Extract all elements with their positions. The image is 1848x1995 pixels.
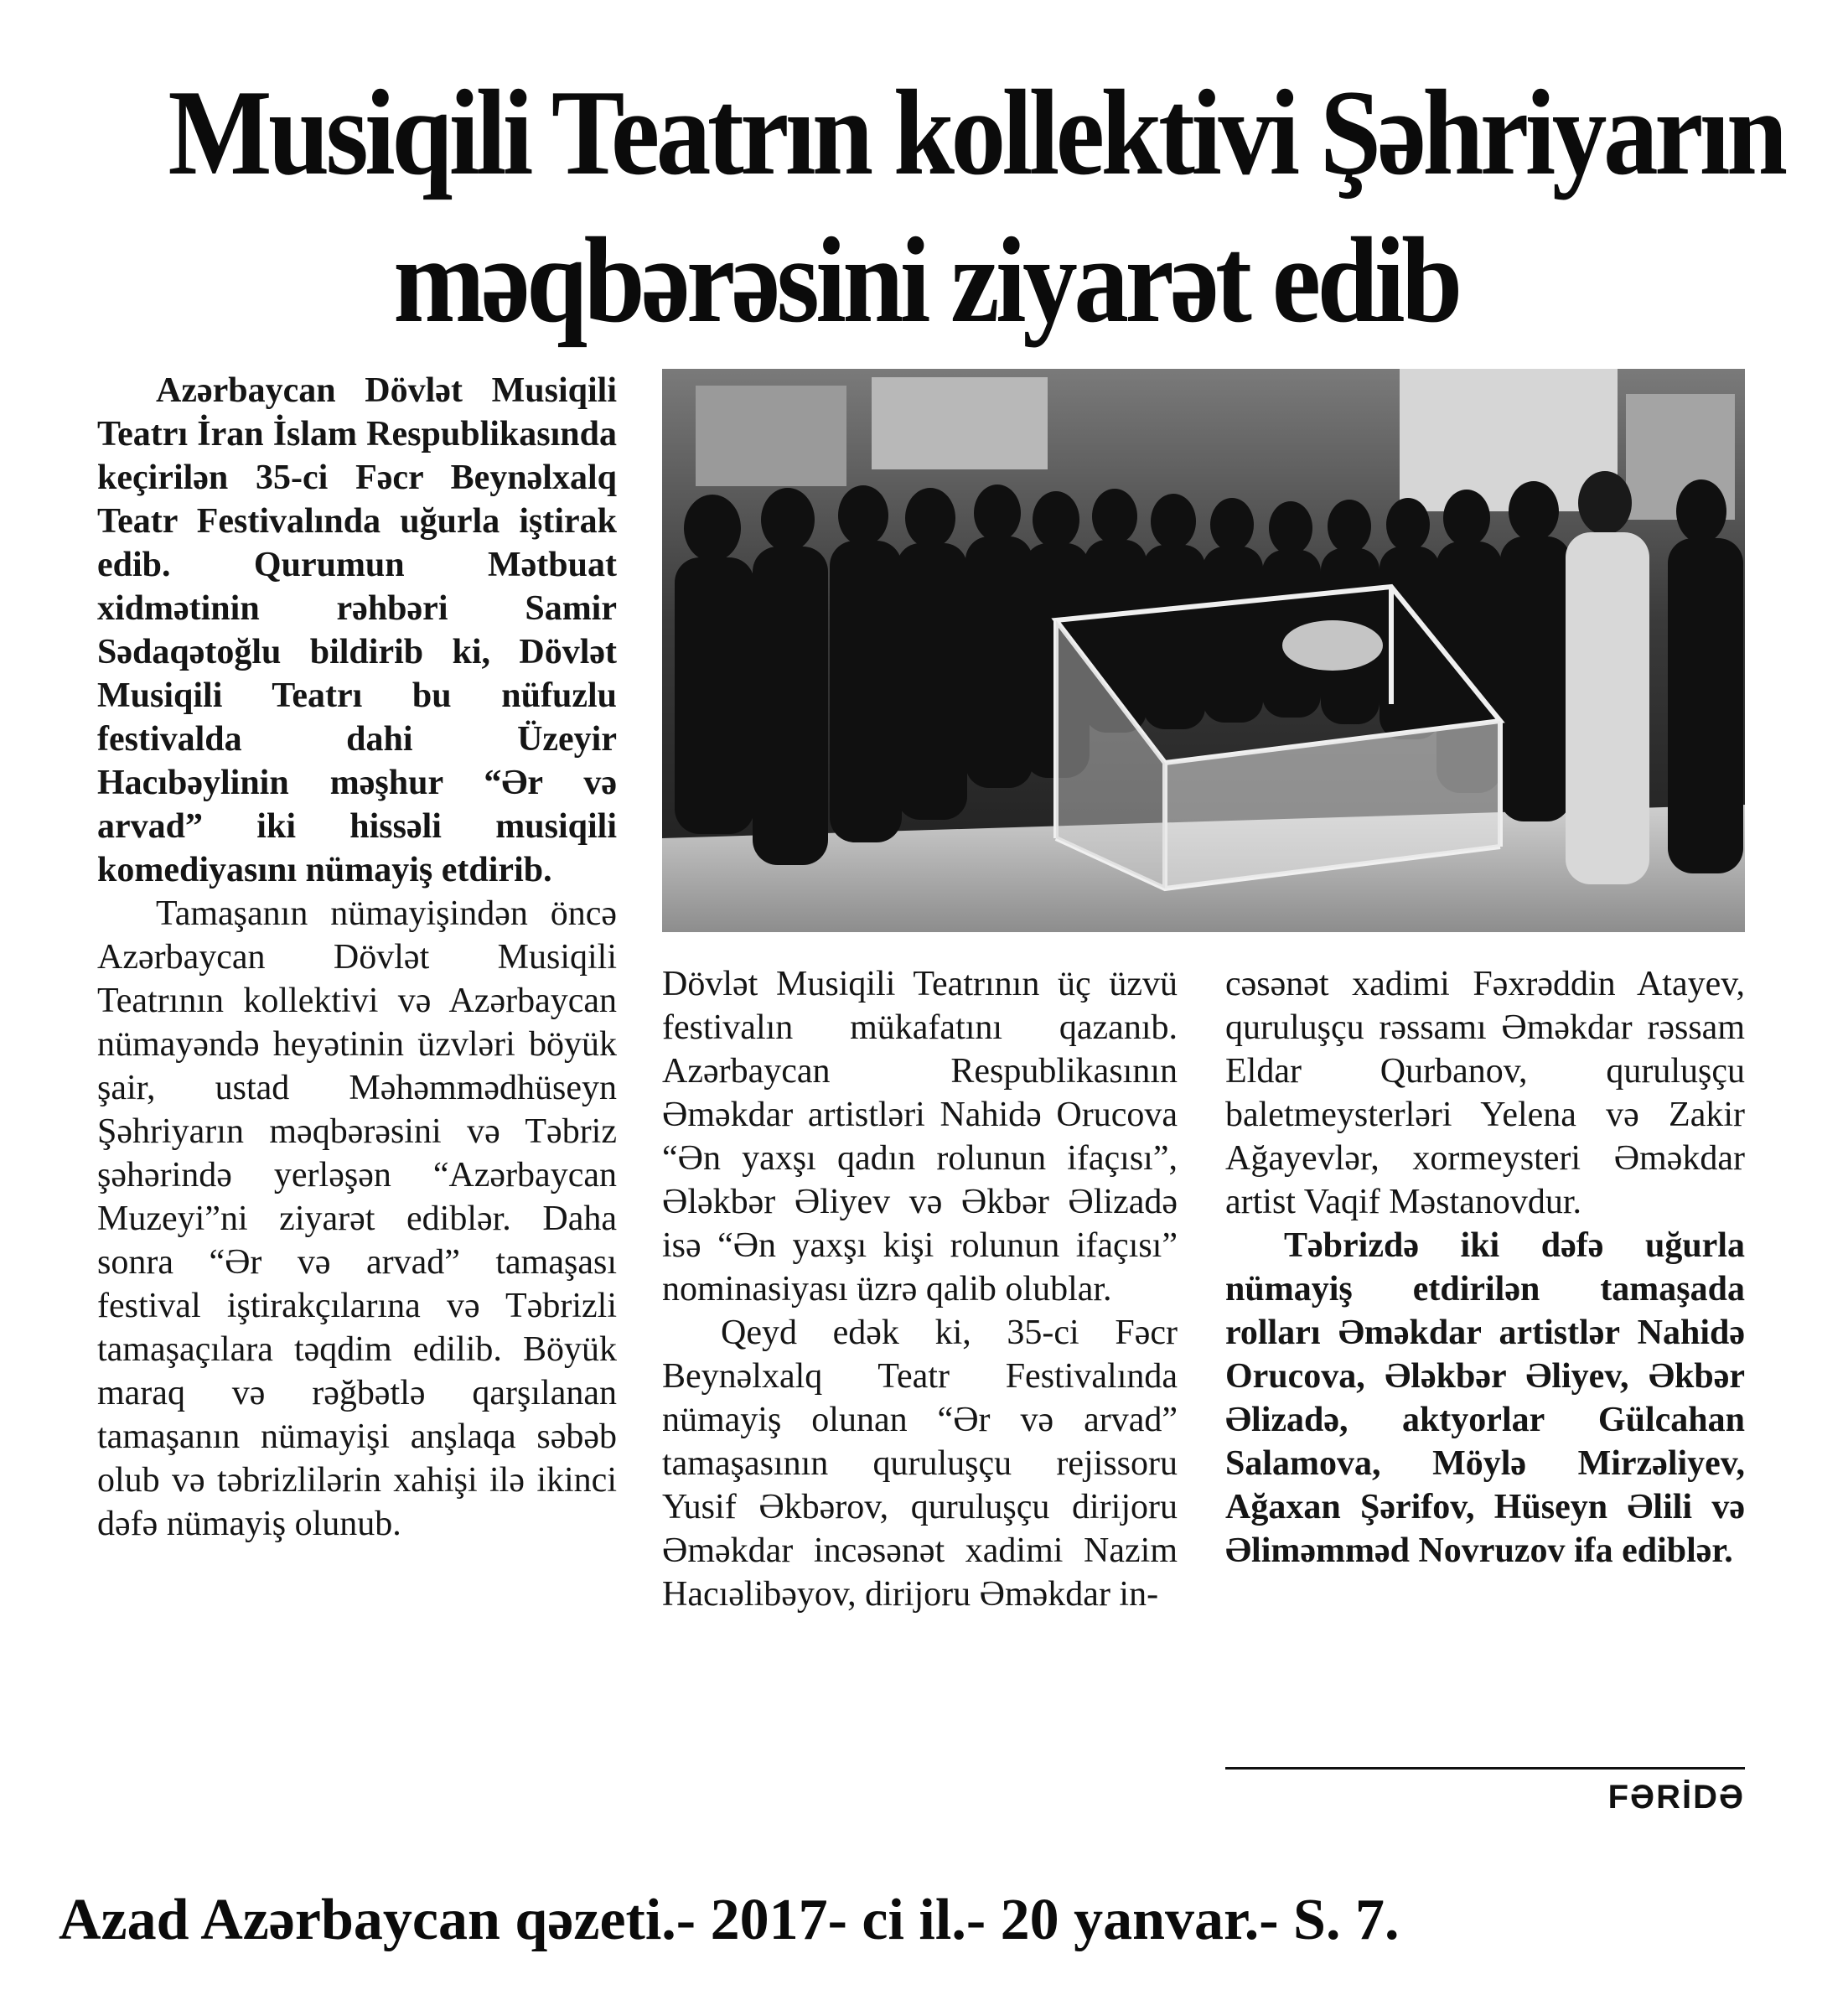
group-photo [662,369,1745,932]
cast-paragraph: Təbrizdə iki dəfə uğurla nümayiş etdirilən tamaşada rolları Əməkdar artistlər Nahidə Orucova, Ələkbər Əliyev, Əkbər Əlizadə, aktyorlar Gülcahan Salamova, Möylə Mirzəliyev, Ağaxan Şərifov, Hüseyn Əlili və Əliməmməd Novruzov ifa ediblər. [1225,1226,1745,1570]
body-paragraph: Tamaşanın nümayişindən öncə Azərbaycan Dövlət Musiqili Teatrının kollektivi və Azərbaycan nümayəndə heyətinin üzvləri böyük şair, ustad Məhəmmədhüseyn Şəhriyarın məqbərəsini və Təbriz şəhərində yerləşən “Azərbaycan Muzeyi”ni ziyarət ediblər. Daha sonra “Ər və arvad” tamaşası festival iştirakçılarına və Təbrizli tamaşaçılara təqdim edilib. Böyük maraq və rəğbətlə qarşılanan tamaşanın nümayişi anşlaqa səbəb olub və təbrizlilərin xahişi ilə ikinci dəfə nümayiş olunub. [97,894,617,1543]
article-column-2 [662,962,1178,1616]
body-paragraph: Qeyd edək ki, 35-ci Fəcr Beynəlxalq Teatr Festivalında nümayiş olunan “Ər və arvad” tamaşasının quruluşçu rejissoru Yusif Əkbərov, quruluşçu dirijoru Əməkdar incəsənət xadimi Nazim Hacıəlibəyov, dirijoru Əməkdar in- [662,1314,1178,1614]
author-signature: FƏRİDƏ [1607,1779,1745,1816]
group-photo-image [662,369,1745,932]
headline-line-2: məqbərəsini ziyarət edib [393,212,1459,348]
body-paragraph: cəsənət xadimi Fəxrəddin Atayev, quruluşçu rəssamı Əməkdar rəssam Eldar Qurbanov, quruluşçu baletmeysterləri Yelena və Zakir Ağayevlər, xormeysteri Əməkdar artist Vaqif Məstanovdur. [1225,965,1745,1221]
article-column-1 [97,369,617,1546]
lead-paragraph: Azərbaycan Dövlət Musiqili Teatrı İran İslam Respublikasında keçirilən 35-ci Fəcr Beynəlxalq Teatr Festivalında uğurla iştirak edib. Qurumun Mətbuat xidmətinin rəhbəri Samir Sədaqətoğlu bildirib ki, Dövlət Musiqili Teatrı bu nüfuzlu festivalda dahi Üzeyir Hacıbəylinin məşhur “Ər və arvad” iki hissəli musiqili komediyasını nümayiş etdirib. [97,371,617,889]
signature-divider [1225,1767,1745,1770]
article-column-3 [1225,962,1745,1573]
article-headline [84,59,1784,354]
body-paragraph: Dövlət Musiqili Teatrının üç üzvü festivalın mükafatını qazanıb. Azərbaycan Respublikasının Əməkdar artistləri Nahidə Orucova “Ən yaxşı qadın rolunun ifaçısı”, Ələkbər Əliyev və Əkbər Əlizadə isə “Ən yaxşı kişi rolunun ifaçısı” nominasiyası üzrə qalib olublar. [662,965,1178,1308]
headline-line-1: Musiqili Teatrın kollektivi Şəhriyarın [168,65,1784,200]
source-citation: Azad Azərbaycan qəzeti.- 2017- ci il.- 20 yanvar.- S. 7. [59,1888,1400,1952]
